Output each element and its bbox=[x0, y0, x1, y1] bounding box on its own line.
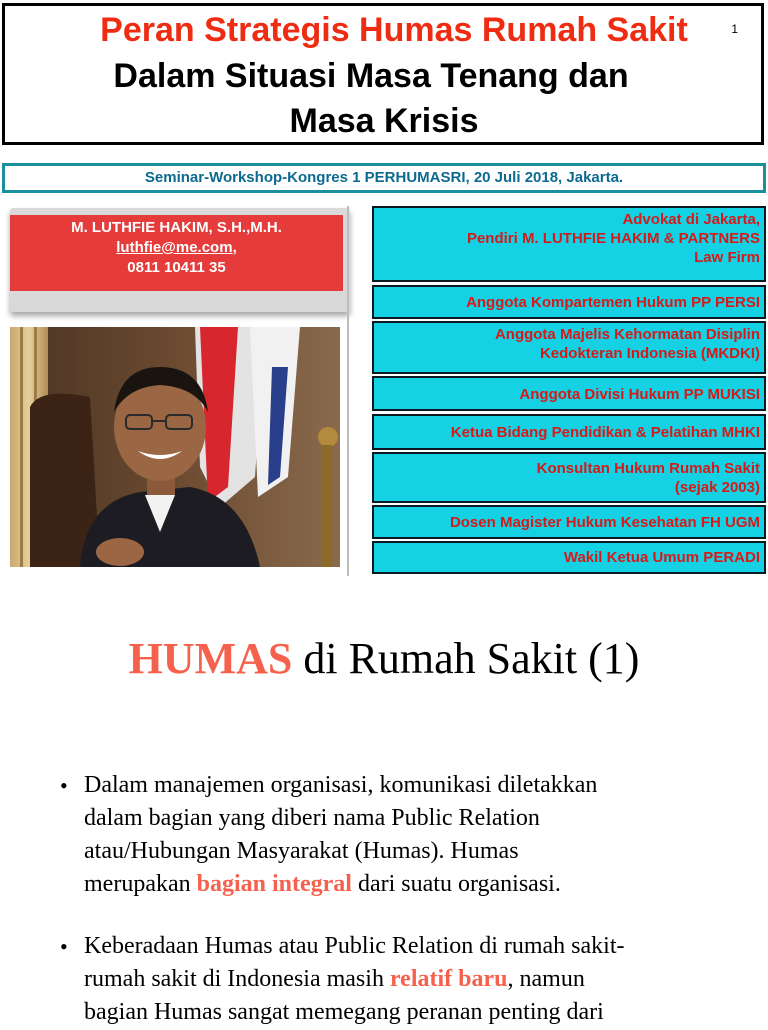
seminar-banner: Seminar-Workshop-Kongres 1 PERHUMASRI, 20 Juli 2018, Jakarta. bbox=[2, 163, 766, 193]
bullet-line: atau/Hubungan Masyarakat (Humas). Humas bbox=[84, 838, 519, 864]
presenter-photo-illustration bbox=[10, 327, 340, 567]
title-line-3: Masa Krisis bbox=[289, 102, 479, 140]
credential-box-2 bbox=[372, 285, 766, 319]
text-run: dari suatu organisasi. bbox=[351, 871, 561, 897]
title-rest: di Rumah Sakit (1) bbox=[292, 634, 640, 683]
credential-box-6 bbox=[372, 452, 766, 503]
bullet-dot-icon: • bbox=[60, 773, 68, 798]
credential-text: Anggota Kompartemen Hukum PP PERSI bbox=[466, 294, 760, 311]
credential-text: Ketua Bidang Pendidikan & Pelatihan MHKI bbox=[450, 424, 760, 441]
bullet-item-1 bbox=[60, 769, 720, 909]
credential-text: Anggota Divisi Hukum PP MUKISI bbox=[519, 386, 760, 403]
name-card bbox=[10, 215, 343, 291]
credential-text: Anggota Majelis Kehormatan Disiplin bbox=[494, 326, 760, 343]
credential-text: Konsultan Hukum Rumah Sakit bbox=[536, 460, 760, 477]
presenter-name: M. LUTHFIE HAKIM, S.H.,M.H. bbox=[71, 219, 282, 236]
slide-title bbox=[0, 633, 768, 685]
emphasis-text: bagian integral bbox=[196, 871, 352, 897]
credential-text: Law Firm bbox=[694, 249, 760, 266]
bullet-dot-icon: • bbox=[60, 934, 68, 959]
text-run: , namun bbox=[507, 966, 585, 992]
credential-text: (sejak 2003) bbox=[674, 479, 760, 496]
credential-box-8 bbox=[372, 541, 766, 574]
credential-box-1 bbox=[372, 206, 766, 282]
credential-text: Dosen Magister Hukum Kesehatan FH UGM bbox=[449, 514, 760, 531]
photo-divider bbox=[347, 206, 349, 576]
presenter-photo bbox=[10, 327, 340, 567]
bullet-text bbox=[84, 930, 724, 1029]
credential-text: Wakil Ketua Umum PERADI bbox=[563, 549, 760, 566]
credential-box-5 bbox=[372, 414, 766, 450]
credential-box-4 bbox=[372, 376, 766, 411]
credential-box-3 bbox=[372, 321, 766, 374]
credential-text: Kedokteran Indonesia (MKDKI) bbox=[539, 345, 760, 362]
title-highlight: HUMAS bbox=[128, 634, 293, 683]
credential-text: Advokat di Jakarta, bbox=[622, 211, 760, 228]
bullet-line bbox=[84, 963, 724, 996]
presenter-email[interactable]: luthfie@me.com bbox=[116, 239, 233, 256]
bullet-line: Dalam manajemen organisasi, komunikasi diletakkan bbox=[84, 772, 598, 798]
emphasis-text: relatif baru bbox=[389, 966, 508, 992]
bullet-line: Keberadaan Humas atau Public Relation di rumah sakit- bbox=[84, 933, 625, 959]
text-run: rumah sakit di Indonesia masih bbox=[84, 966, 390, 992]
presenter-phone: 0811 10411 35 bbox=[127, 259, 226, 276]
email-suffix: , bbox=[232, 239, 237, 256]
credential-text: Pendiri M. LUTHFIE HAKIM & PARTNERS bbox=[466, 230, 760, 247]
bullet-line: bagian Humas sangat memegang peranan penting dari bbox=[84, 999, 604, 1025]
bullet-text bbox=[84, 769, 724, 901]
slide-number: 1 bbox=[731, 22, 738, 36]
text-run: merupakan bbox=[84, 871, 197, 897]
bullet-item-2 bbox=[60, 930, 720, 1030]
presenter-email-line bbox=[10, 238, 343, 258]
bullet-line bbox=[84, 868, 724, 901]
title-line-2: Dalam Situasi Masa Tenang dan bbox=[113, 57, 629, 95]
bullet-line: dalam bagian yang diberi nama Public Relation bbox=[84, 805, 540, 831]
title-line-1: Peran Strategis Humas Rumah Sakit bbox=[100, 11, 688, 49]
credential-box-7 bbox=[372, 505, 766, 539]
